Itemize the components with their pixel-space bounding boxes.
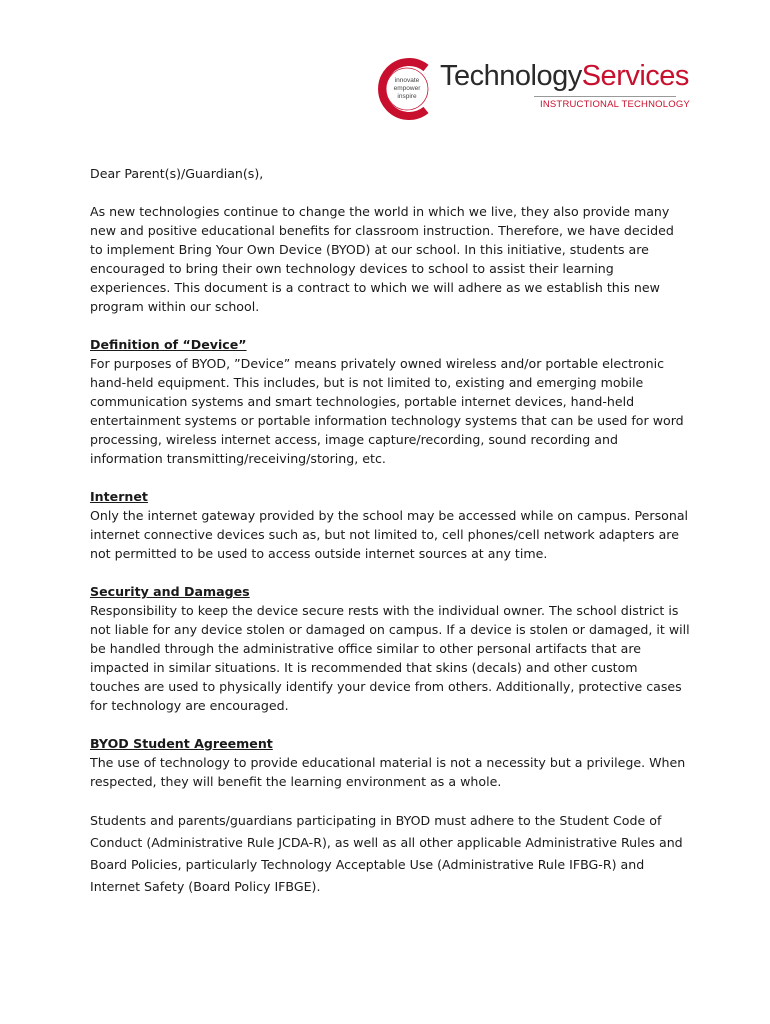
section-heading: Definition of “Device” [90, 337, 247, 352]
seal-icon [374, 56, 440, 122]
svg-text:empower: empower [393, 85, 421, 92]
section-security-damages [90, 582, 690, 715]
logo-title [440, 60, 689, 92]
section-body: Responsibility to keep the device secure rests with the individual owner. The school district is not liable for any device stolen or damaged on campus. If a device is stolen or damaged, it will be handled through the administrative office similar to other personal artifacts that are impacted in similar situations. It is recommended that skins (decals) and other custom touches are used to physically identify your device from others. Additionally, protective cases for technology are encouraged. [90, 603, 690, 713]
technology-services-logo [374, 56, 690, 122]
logo-subtitle: INSTRUCTIONAL TECHNOLOGY [540, 99, 690, 110]
logo-title-technology: Technology [440, 60, 582, 92]
section-body: The use of technology to provide educational material is not a necessity but a privilege. When respected, they will benefit the learning environment as a whole. [90, 755, 686, 789]
section-heading: Security and Damages [90, 584, 250, 599]
logo-divider [534, 96, 676, 97]
section-heading: BYOD Student Agreement [90, 736, 273, 751]
section-student-agreement [90, 734, 690, 791]
intro-paragraph: As new technologies continue to change the world in which we live, they also provide many new and positive educational benefits for classroom instruction. Therefore, we have decided to implement Bring Your Own Device (BYOD) at our school. In this initiative, students are encouraged to bring their own technology devices to school to assist their learning experiences. This document is a contract to which we will adhere as we establish this new program within our school. [90, 204, 674, 314]
section-heading: Internet [90, 489, 148, 504]
section-device-definition [90, 335, 690, 468]
svg-text:innovate: innovate [394, 77, 420, 84]
section-body: For purposes of BYOD, ”Device” means privately owned wireless and/or portable electronic hand-held equipment. This includes, but is not limited to, existing and emerging mobile communication systems and smart technologies, portable internet devices, hand-held entertainment systems or portable information technology systems that can be used for word processing, wireless internet access, image capture/recording, sound recording and information transmitting/receiving/storing, etc. [90, 356, 684, 466]
logo-title-services: Services [581, 60, 689, 92]
svg-text:inspire: inspire [397, 93, 417, 100]
closing-paragraph: Students and parents/guardians participating in BYOD must adhere to the Student Code of Conduct (Administrative Rule JCDA-R), as well as all other applicable Administrative Rules and Board Policies, particularly Technology Acceptable Use (Administrative Rule IFBG-R) and Internet Safety (Board Policy IFBGE). [90, 813, 683, 894]
salutation: Dear Parent(s)/Guardian(s), [90, 166, 264, 181]
section-internet [90, 487, 690, 563]
letter-body [90, 164, 690, 898]
section-body: Only the internet gateway provided by the school may be accessed while on campus. Personal internet connective devices such as, but not limited to, cell phones/cell network adapters are not permitted to be used to access outside internet sources at any time. [90, 508, 689, 561]
